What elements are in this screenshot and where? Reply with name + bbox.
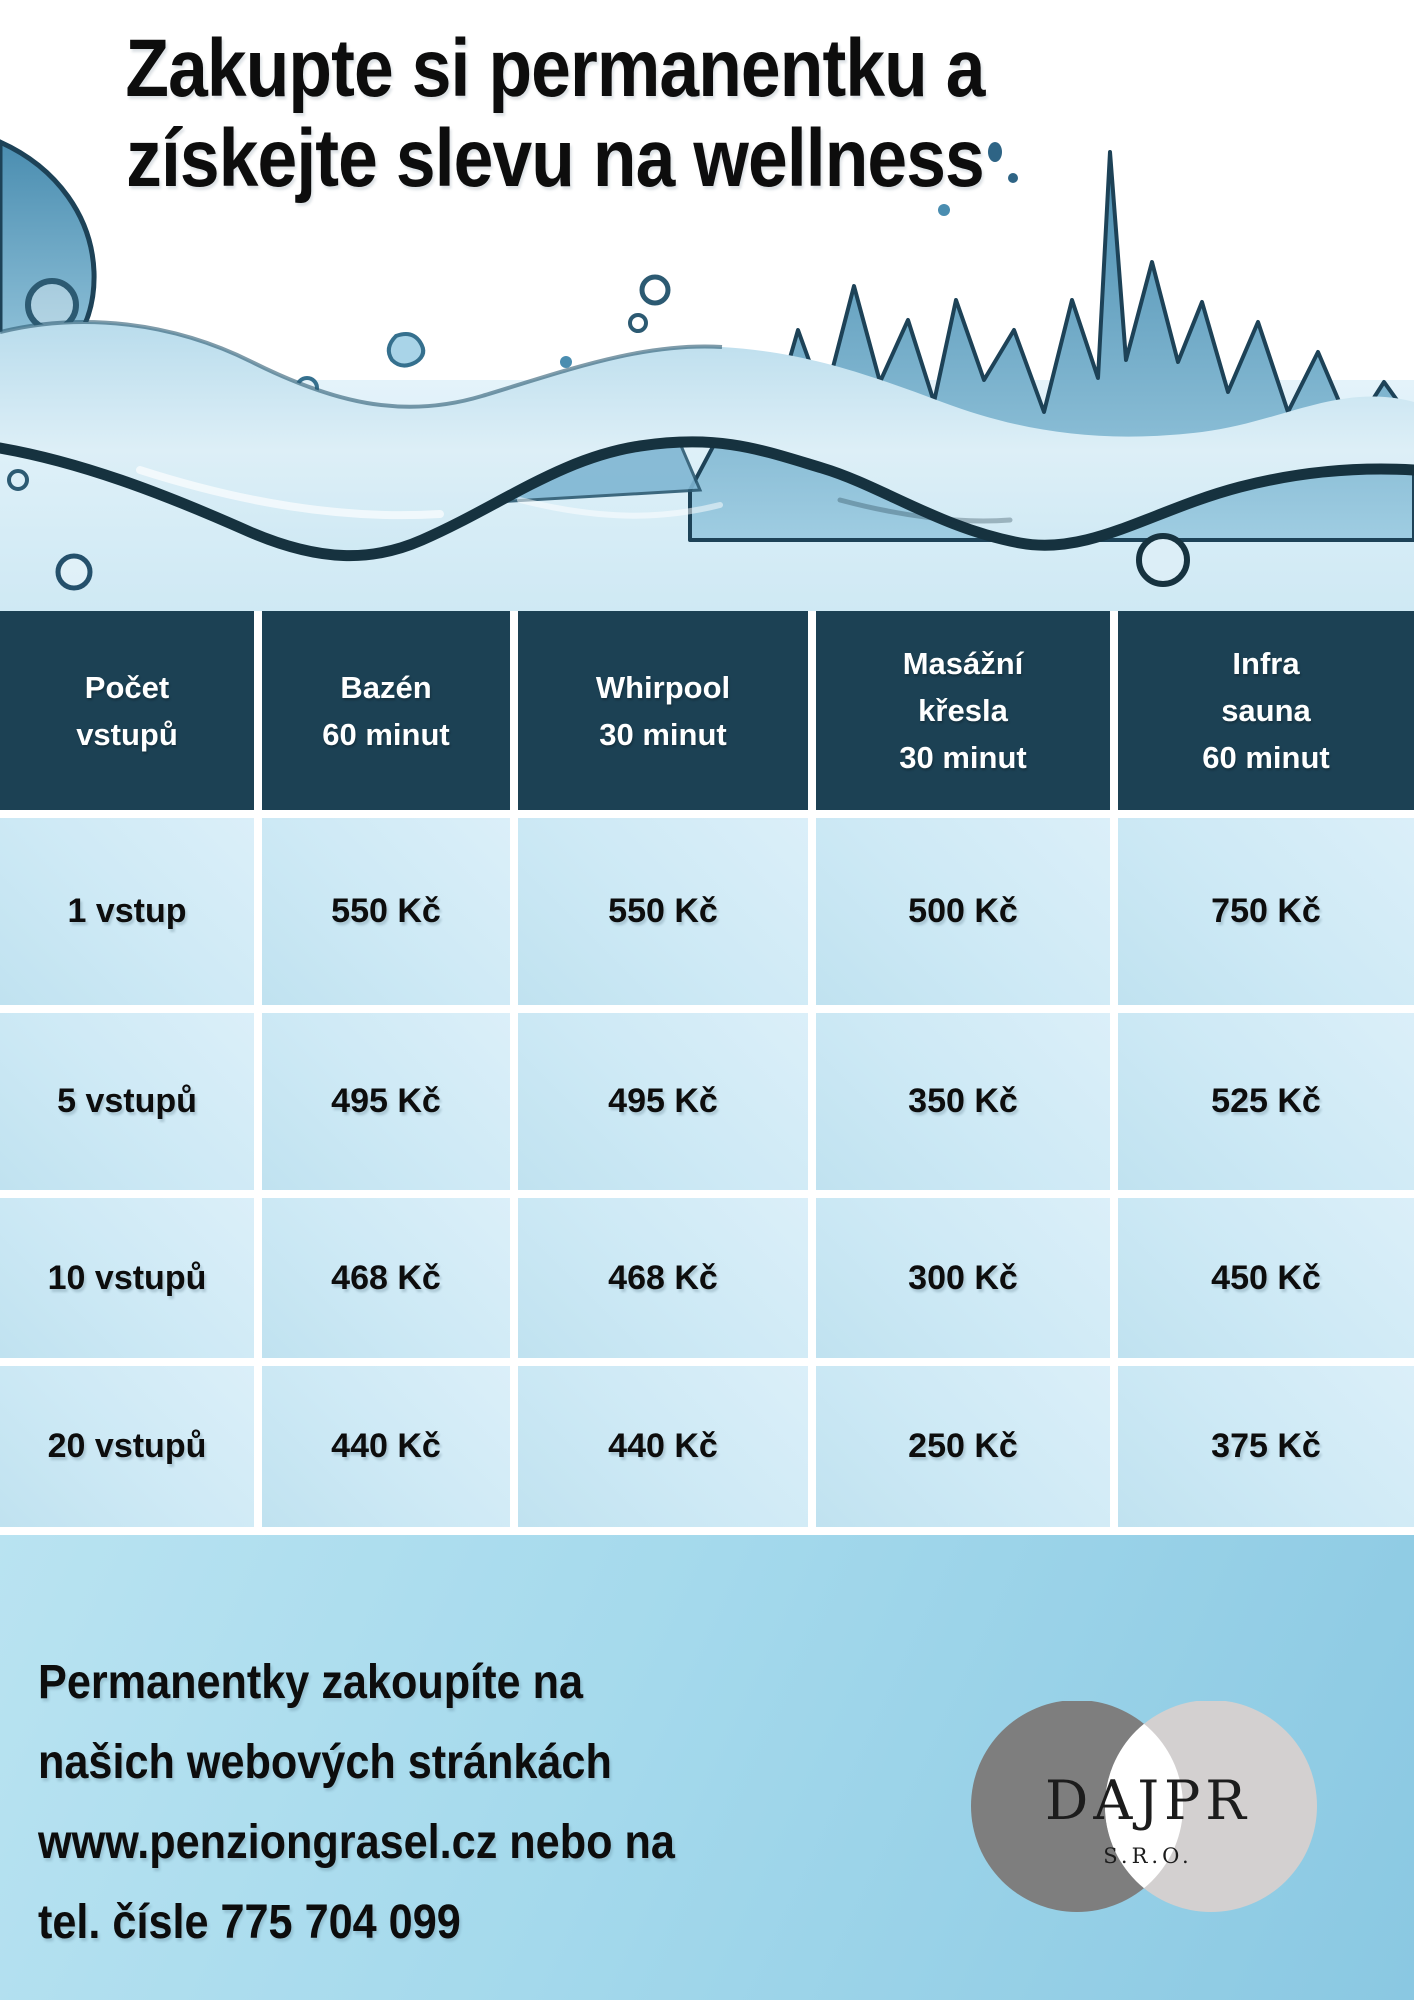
logo-name: DAJPR [1045,1769,1251,1832]
price-cell: 750 Kč [1118,818,1414,1005]
header-line: Bazén [340,669,432,705]
price-cell: 250 Kč [816,1366,1110,1527]
row-label-10-vstupu: 10 vstupů [0,1198,254,1358]
header-line: Masážní [902,646,1024,681]
price-cell: 468 Kč [262,1198,510,1358]
header-line: 30 minut [899,740,1027,775]
header-line: sauna [1221,693,1311,728]
poster-title-line2: získejte slevu na wellness [126,113,984,204]
contact-line-website: www.penziongrasel.cz nebo na [38,1816,675,1869]
row-label-5-vstupu: 5 vstupů [0,1013,254,1190]
poster-title [72,24,1038,204]
footer-section [0,1535,1414,2000]
header-line: 60 minut [1202,740,1330,775]
header-line: Počet [84,669,170,705]
price-cell: 440 Kč [518,1366,808,1527]
row-label-1-vstup: 1 vstup [0,818,254,1005]
logo-suffix: S.R.O. [1103,1844,1193,1868]
column-header-masazni-kresla [816,611,1110,810]
dajpr-logo [950,1701,1342,1917]
price-cell: 300 Kč [816,1198,1110,1358]
price-table [0,611,1414,1527]
poster-title-line1: Zakupte si permanentku a [125,23,985,114]
contact-line-phone: tel. čísle 775 704 099 [38,1896,461,1949]
contact-info [38,1643,675,1963]
column-header-bazen [262,611,510,810]
header-line: Infra [1232,646,1300,681]
header-line: křesla [918,693,1008,728]
header-line: vstupů [76,716,178,752]
column-header-infra-sauna [1118,611,1414,810]
column-header-whirpool [518,611,808,810]
header-line: 30 minut [599,716,727,752]
price-cell: 468 Kč [518,1198,808,1358]
column-header-pocet-vstupu [0,611,254,810]
contact-line: Permanentky zakoupíte na [38,1656,583,1709]
header-section [0,0,1414,611]
price-cell: 500 Kč [816,818,1110,1005]
contact-line: našich webových stránkách [38,1736,612,1789]
price-cell: 375 Kč [1118,1366,1414,1527]
header-line: Whirpool [595,669,731,705]
header-line: 60 minut [322,716,450,752]
price-cell: 350 Kč [816,1013,1110,1190]
price-cell: 550 Kč [262,818,510,1005]
price-cell: 495 Kč [262,1013,510,1190]
price-cell: 495 Kč [518,1013,808,1190]
price-cell: 525 Kč [1118,1013,1414,1190]
row-label-20-vstupu: 20 vstupů [0,1366,254,1527]
price-cell: 450 Kč [1118,1198,1414,1358]
price-cell: 440 Kč [262,1366,510,1527]
price-cell: 550 Kč [518,818,808,1005]
